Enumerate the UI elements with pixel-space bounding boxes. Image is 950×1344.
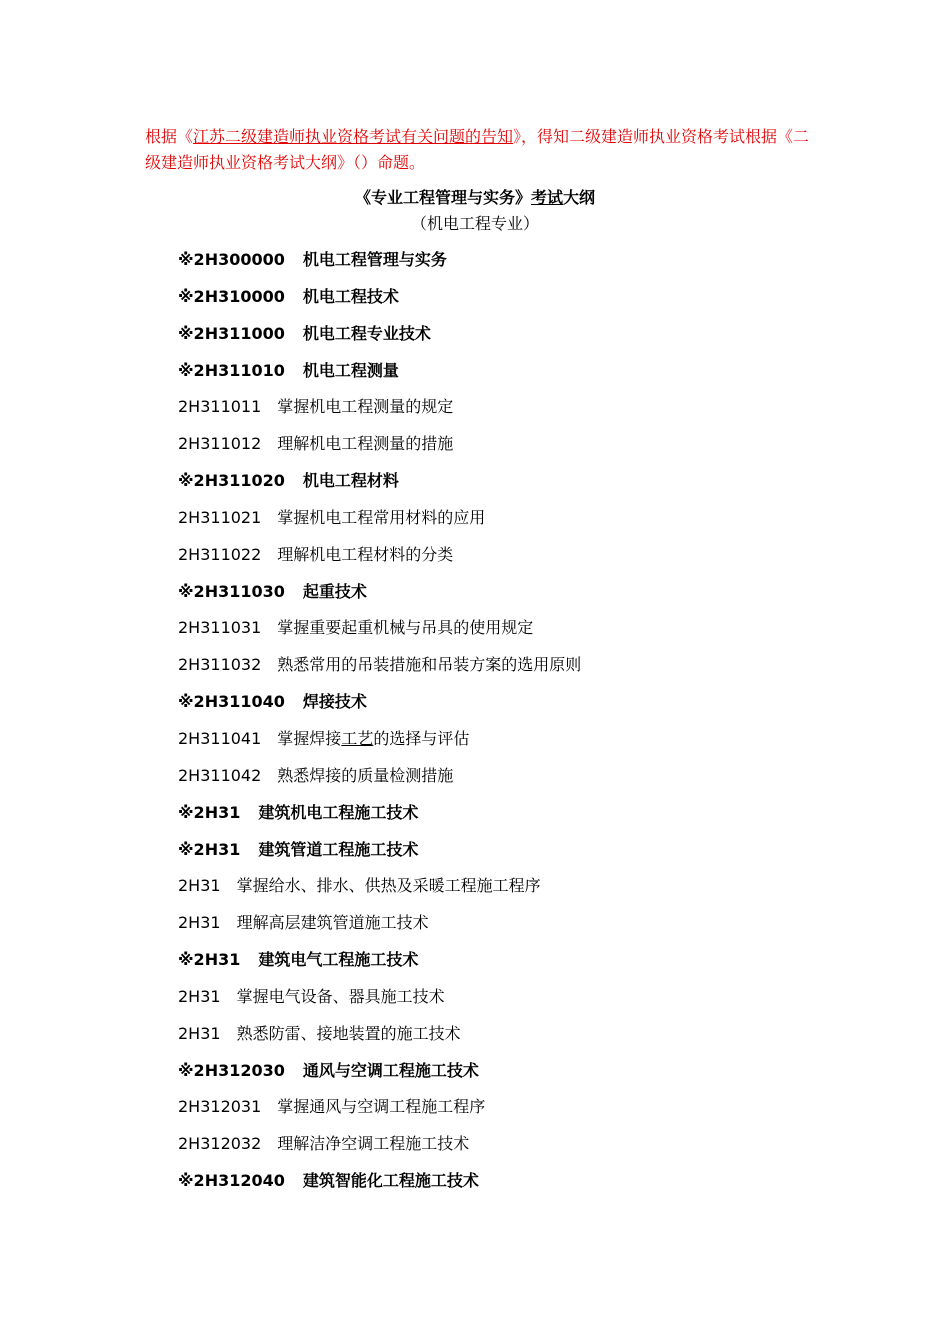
page-title [0, 186, 950, 210]
outline-code: 2H311041 [178, 728, 262, 748]
outline-item [178, 504, 878, 541]
outline-code: ※2H311020 [178, 471, 285, 491]
outline-text-underlined: 工艺 [341, 728, 374, 748]
outline-text: 理解机电工程测量的措施 [277, 434, 454, 454]
outline-heading [178, 688, 878, 725]
outline-item [178, 725, 878, 762]
outline-item [178, 1130, 878, 1167]
outline-item [178, 909, 878, 946]
outline-code: 2H311042 [178, 765, 262, 785]
outline-text: 焊接技术 [302, 692, 367, 712]
notice-title-link[interactable]: 江苏二级建造师执业资格考试有关问题的告知 [193, 127, 514, 146]
outline-heading [178, 357, 878, 394]
outline-item [178, 983, 878, 1020]
outline-code: 2H31 [178, 876, 221, 896]
outline-code: 2H311021 [178, 507, 262, 527]
outline-text: 机电工程专业技术 [302, 323, 431, 343]
outline-text: 掌握电气设备、器具施工技术 [236, 986, 445, 1006]
outline-text: 掌握机电工程常用材料的应用 [277, 507, 486, 527]
outline-text: 机电工程管理与实务 [302, 250, 447, 269]
title-main: 《专业工程管理与实务》 [354, 188, 531, 207]
outline-code: 2H311031 [178, 618, 262, 638]
outline-item [178, 1020, 878, 1057]
outline-code: 2H311032 [178, 655, 262, 675]
outline-code: ※2H31 [178, 839, 241, 859]
outline-text-pre: 掌握焊接 [277, 728, 342, 748]
outline-text: 掌握机电工程测量的规定 [277, 397, 454, 417]
outline-item [178, 1093, 878, 1130]
outline-code: ※2H31 [178, 802, 241, 822]
outline-item [178, 762, 878, 799]
outline-heading [178, 283, 878, 320]
outline-code: ※2H311000 [178, 323, 285, 343]
outline-code: ※2H31 [178, 950, 241, 970]
outline-code: 2H311012 [178, 434, 262, 454]
page-subtitle: （机电工程专业） [410, 214, 539, 233]
outline-text: 掌握给水、排水、供热及采暖工程施工程序 [236, 876, 541, 896]
outline-item [178, 872, 878, 909]
syllabus-outline [178, 246, 878, 1204]
outline-code: 2H311022 [178, 544, 262, 564]
outline-text: 理解机电工程材料的分类 [277, 544, 454, 564]
outline-item [178, 541, 878, 578]
outline-text: 掌握通风与空调工程施工程序 [277, 1097, 486, 1117]
outline-text: 理解高层建筑管道施工技术 [236, 913, 429, 933]
outline-text [277, 729, 469, 748]
outline-text: 建筑电气工程施工技术 [258, 950, 419, 970]
title-tail: 大纲 [563, 188, 596, 207]
outline-text: 机电工程技术 [302, 286, 399, 306]
outline-code: ※2H312040 [178, 1171, 285, 1191]
outline-heading [178, 799, 878, 836]
outline-text: 掌握重要起重机械与吊具的使用规定 [277, 618, 534, 638]
outline-code: 2H312032 [178, 1134, 262, 1154]
outline-code: 2H31 [178, 1023, 221, 1043]
outline-code: ※2H311030 [178, 581, 285, 601]
outline-item [178, 393, 878, 430]
outline-item [178, 430, 878, 467]
outline-heading [178, 836, 878, 873]
outline-text: 机电工程测量 [302, 360, 399, 380]
outline-text-post: 的选择与评估 [373, 728, 470, 748]
outline-code: ※2H311040 [178, 692, 285, 712]
outline-text: 建筑机电工程施工技术 [258, 802, 419, 822]
outline-text: 熟悉防雷、接地装置的施工技术 [236, 1023, 461, 1043]
outline-heading [178, 578, 878, 615]
outline-heading [178, 1167, 878, 1204]
outline-heading [178, 1057, 878, 1094]
outline-heading [178, 467, 878, 504]
outline-code: ※2H312030 [178, 1060, 285, 1080]
outline-item [178, 614, 878, 651]
outline-code: 2H31 [178, 913, 221, 933]
outline-code: 2H311011 [178, 397, 262, 417]
outline-text: 熟悉常用的吊装措施和吊装方案的选用原则 [277, 655, 582, 675]
outline-heading [178, 320, 878, 357]
outline-code: 2H31 [178, 986, 221, 1006]
outline-heading [178, 246, 878, 283]
intro-paragraph [145, 124, 825, 176]
outline-code: ※2H311010 [178, 360, 285, 380]
outline-code: ※2H310000 [178, 286, 285, 306]
outline-text: 通风与空调工程施工技术 [302, 1060, 479, 1080]
outline-heading [178, 946, 878, 983]
outline-text: 机电工程材料 [302, 471, 399, 491]
intro-text-2: 》，得知二级建造师执业资格考试根据《二级建造师执业资格考试大纲》（）命题。 [145, 127, 810, 172]
outline-item [178, 651, 878, 688]
outline-text: 建筑管道工程施工技术 [258, 839, 419, 859]
outline-code: 2H312031 [178, 1097, 262, 1117]
outline-text: 起重技术 [302, 581, 367, 601]
outline-text: 建筑智能化工程施工技术 [302, 1171, 479, 1191]
intro-text-1: 根据《 [145, 127, 194, 146]
outline-code: ※2H300000 [178, 250, 285, 269]
outline-text: 熟悉焊接的质量检测措施 [277, 765, 454, 785]
title-underlined: 考试 [530, 188, 563, 207]
outline-text: 理解洁净空调工程施工技术 [277, 1134, 470, 1154]
